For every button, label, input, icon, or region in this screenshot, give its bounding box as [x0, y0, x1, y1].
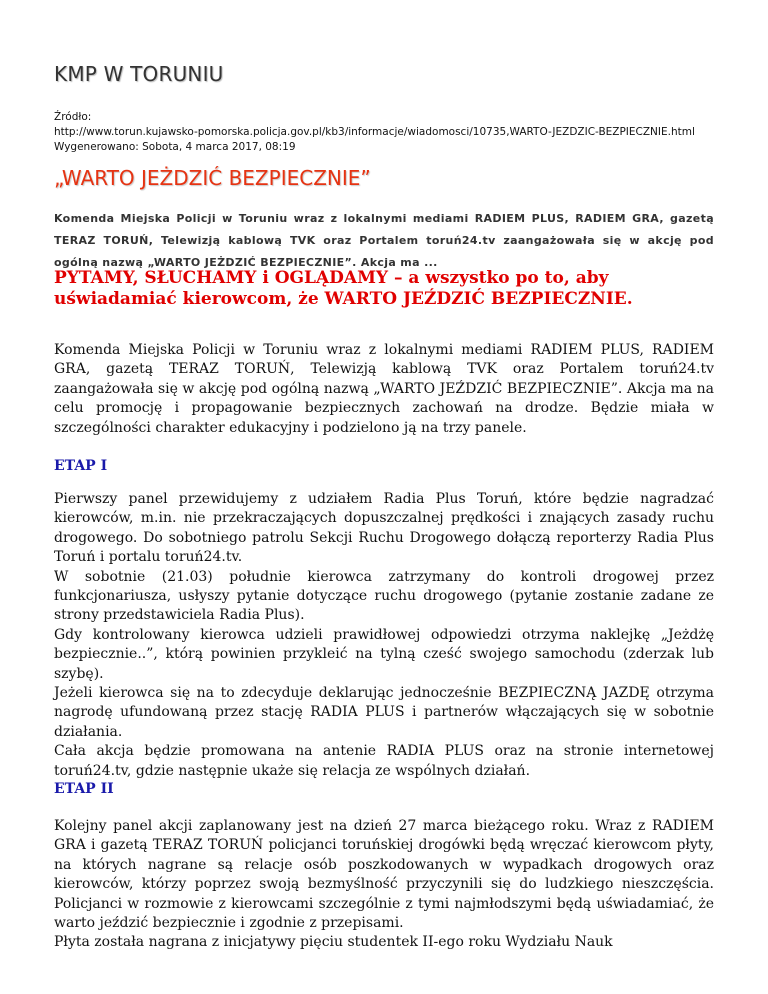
etap2-paragraph: Płyta została nagrana z inicjatywy pięciu studentek II-ego roku Wydziału Nauk [54, 934, 613, 951]
etap1-paragraph: Jeżeli kierowca się na to zdecyduje deklarując jednocześnie BEZPIECZNĄ JAZDĘ otrzyma nagrodę ufundowaną przez stację RADIA PLUS i partnerów włączających się w sobotnie działania. [54, 685, 714, 740]
etap1-paragraph: Pierwszy panel przewidujemy z udziałem Radia Plus Toruń, które będzie nagradzać kierowców, m.in. nie przekraczających dopuszczalnej prędkości i znających zasady ruchu drogowego. Do sobotniego patrolu Sekcji Ruchu Drogowego dołączą reporterzy Radia Plus Toruń i portalu toruń24.tv. [54, 491, 714, 566]
etap2-body [54, 817, 714, 953]
etap1-paragraph: W sobotnie (21.03) południe kierowca zatrzymany do kontroli drogowej przez funkcjonariusza, usłyszy pytanie dotyczące ruchu drogowego (pytanie zostanie zadane ze strony przedstawiciela Radia Plus). [54, 568, 714, 624]
source-url: http://www.torun.kujawsko-pomorska.policja.gov.pl/kb3/informacje/wiadomosci/10735,WARTO-JEZDZIC-BEZPIECZNIE.html [54, 126, 695, 138]
source-label: Źródło: [54, 111, 92, 123]
generated-date: Wygenerowano: Sobota, 4 marca 2017, 08:19 [54, 141, 296, 153]
document-meta [54, 110, 695, 155]
article-headline: PYTAMY, SŁUCHAMY i OGLĄDAMY – a wszystko po to, aby uświadamiać kierowcom, że WARTO JEŹDZIĆ BEZPIECZNIE. [54, 268, 633, 309]
etap1-paragraph: Cała akcja będzie promowana na antenie RADIA PLUS oraz na stronie internetowej toruń24.tv, gdzie następnie ukaże się relacja ze wspólnych działań. [54, 743, 714, 779]
etap2-paragraph: Kolejny panel akcji zaplanowany jest na dzień 27 marca bieżącego roku. Wraz z RADIEM GRA i gazetą TERAZ TORUŃ policjanci toruńskiej drogówki będą wręczać kierowcom płyty, na których nagrane są relacje osób poszkodowanych w wypadkach drogowych oraz kierowców, którzy poprzez swoją bezmyślność przyczynili się do ludzkiego nieszczęścia. Policjanci w rozmowie z kierowcami szczególnie z tymi najmłodszymi będą uświadamiać, że warto jeździć bezpiecznie i zgodnie z przepisami. [54, 818, 714, 932]
article-title: „WARTO JEŻDZIĆ BEZPIECZNIE” [54, 166, 371, 190]
etap1-paragraph: Gdy kontrolowany kierowca udzieli prawidłowej odpowiedzi otrzyma naklejkę „Jeżdżę bezpiecznie..”, którą powinien przykleić na tylną cześć swojego samochodu (zderzak lub szybę). [54, 626, 714, 682]
etap1-body [54, 490, 714, 781]
intro-paragraph: Komenda Miejska Policji w Toruniu wraz z lokalnymi mediami RADIEM PLUS, RADIEM GRA, gazetą TERAZ TORUŃ, Telewizją kablową TVK oraz Portalem toruń24.tv zaangażowała się w akcję pod ogólną nazwą „WARTO JEŹDZIĆ BEZPIECZNIE”. Akcja ma na celu promocję i propagowanie bezpiecznych zachowań na drodze. Będzie miała w szczególności charakter edukacyjny i podzielono ją na trzy panele. [54, 342, 714, 436]
article-lead: Komenda Miejska Policji w Toruniu wraz z lokalnymi mediami RADIEM PLUS, RADIEM GRA, gazetą TERAZ TORUŃ, Telewizją kablową TVK oraz Portalem toruń24.tv zaangażowała się w akcję pod ogólną nazwą „WARTO JEŻDZIĆ BEZPIECZNIE”. Akcja ma ... [54, 212, 714, 269]
site-title: KMP W TORUNIU [54, 62, 224, 86]
etap2-heading: ETAP II [54, 781, 114, 797]
etap1-heading: ETAP I [54, 458, 108, 474]
